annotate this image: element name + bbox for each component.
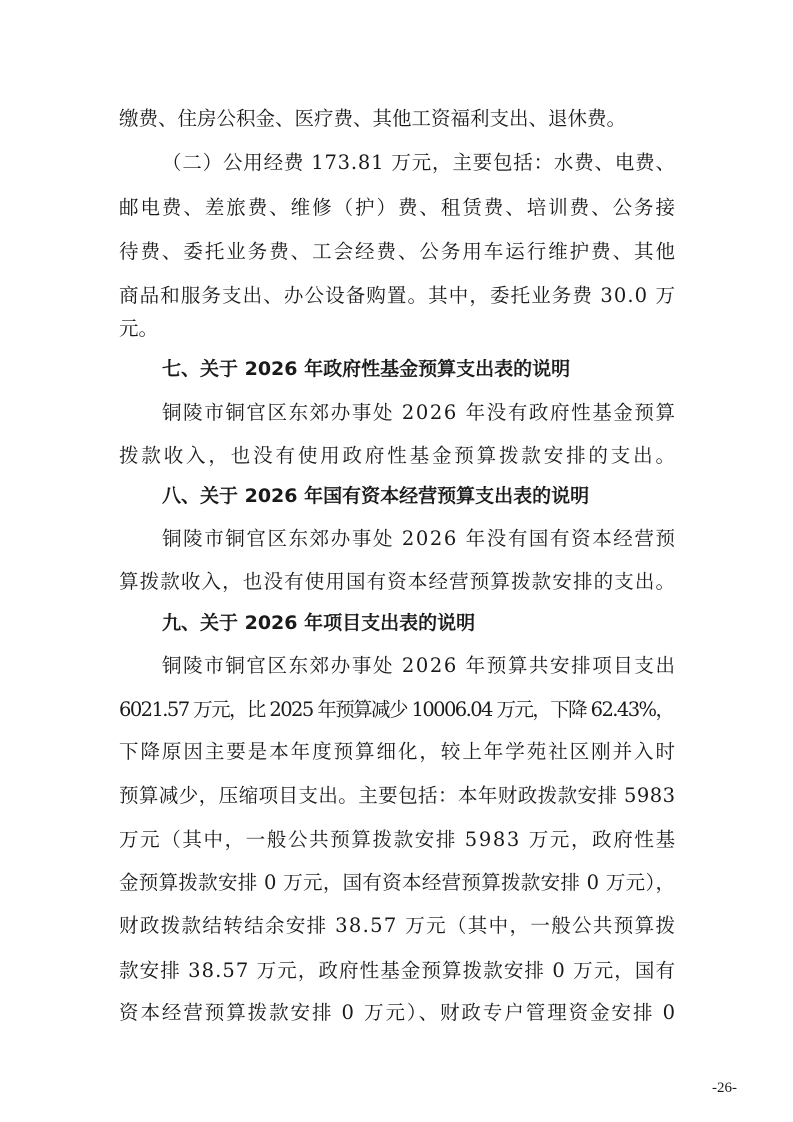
body-line: 款安排 38.57 万元，政府性基金预算拨款安排 0 万元，国有 bbox=[119, 959, 677, 982]
body-line: 预算减少，压缩项目支出。主要包括：本年财政拨款安排 5983 bbox=[119, 784, 676, 807]
section-heading-8: 八、关于 2026 年国有资本经营预算支出表的说明 bbox=[162, 485, 590, 507]
body-line: 铜陵市铜官区东郊办事处 2026 年没有政府性基金预算 bbox=[162, 401, 677, 424]
body-line: （二）公用经费 173.81 万元，主要包括：水费、电费、 bbox=[162, 151, 676, 174]
body-line: 金预算拨款安排 0 万元，国有资本经营预算拨款安排 0 万元）， bbox=[119, 871, 676, 894]
section-heading-9: 九、关于 2026 年项目支出表的说明 bbox=[162, 612, 476, 634]
body-line: 商品和服务支出、办公设备购置。其中，委托业务费 30.0 万 bbox=[119, 284, 677, 307]
body-line: 资本经营预算拨款安排 0 万元）、财政专户管理资金安排 0 bbox=[119, 1001, 677, 1024]
body-line: 万元（其中，一般公共预算拨款安排 5983 万元，政府性基 bbox=[119, 828, 677, 851]
body-line: 元。 bbox=[119, 317, 159, 340]
body-line: 缴费、住房公积金、医疗费、其他工资福利支出、退休费。 bbox=[119, 107, 627, 130]
body-line: 下降原因主要是本年度预算细化，较上年学苑社区刚并入时 bbox=[119, 740, 677, 763]
body-line: 财政拨款结转结余安排 38.57 万元（其中，一般公共预算拨 bbox=[119, 914, 677, 937]
body-line: 6021.57 万元，比 2025 年预算减少 10006.04 万元，下降 62.43%， bbox=[119, 698, 674, 721]
body-line: 铜陵市铜官区东郊办事处 2026 年预算共安排项目支出 bbox=[162, 654, 677, 677]
section-heading-7: 七、关于 2026 年政府性基金预算支出表的说明 bbox=[162, 358, 571, 380]
body-line: 拨款收入，也没有使用政府性基金预算拨款安排的支出。 bbox=[119, 444, 678, 467]
page-number: -26- bbox=[712, 1080, 737, 1096]
body-line: 铜陵市铜官区东郊办事处 2026 年没有国有资本经营预 bbox=[162, 527, 677, 550]
body-line: 算拨款收入，也没有使用国有资本经营预算拨款安排的支出。 bbox=[119, 570, 677, 593]
body-line: 待费、委托业务费、工会经费、公务用车运行维护费、其他 bbox=[119, 240, 677, 263]
body-line: 邮电费、差旅费、维修（护）费、租赁费、培训费、公务接 bbox=[119, 196, 677, 219]
